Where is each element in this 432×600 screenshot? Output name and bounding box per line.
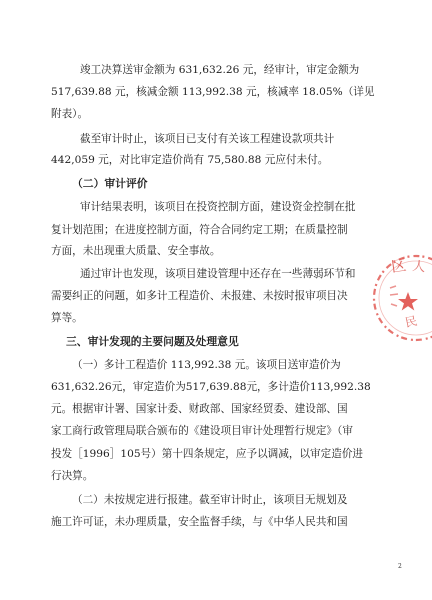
text-line: 元。根据审计署、国家计委、财政部、国家经贸委、建设部、国 (51, 403, 348, 415)
text-line: （二）未按规定进行报建。截至审计时止，该项目无规划及 (72, 494, 348, 506)
text-line: （一）多计工程造价 113,992.38 元。该项目送审造价为 (72, 359, 341, 371)
svg-text:民: 民 (403, 313, 419, 330)
text-line: 投发［1996］105号）第十四条规定，应予以调减，以审定造价进 (51, 448, 364, 460)
svg-text:区: 区 (390, 256, 408, 276)
text-line: 算等。 (51, 312, 83, 324)
text-line: 施工许可证，未办理质量，安全监督手续，与《中华人民共和国 (51, 516, 348, 528)
text-line: 截至审计时止，该项目已支付有关该工程建设款项共计 (80, 133, 335, 145)
text-line: 需要纠正的问题，如多计工程造价、未报建、未按时报审项目决 (51, 290, 348, 302)
text-line: 442,059 元，对比审定造价尚有 75,580.88 元应付未付。 (51, 154, 329, 166)
text-line: 631,632.26元，审定造价为517,639.88元，多计造价113,992.38 (51, 381, 371, 393)
svg-text:人: 人 (411, 259, 427, 276)
text-line: 家工商行政管理局联合颁布的《建设项目审计处理暂行规定》（审 (51, 425, 353, 437)
section-heading: （二）审计评价 (72, 177, 148, 190)
text-line: 517,639.88 元，核减金额 113,992.38 元，核减率 18.05%（详见 (51, 86, 375, 98)
text-line: 行决算。 (51, 470, 94, 482)
text-line: 竣工决算送审金额为 631,632.26 元，经审计，审定金额为 (80, 64, 360, 76)
official-seal-stamp (368, 248, 432, 348)
section-heading: 三、审计发现的主要问题及处理意见 (66, 335, 239, 348)
text-line: 附表）。 (51, 108, 89, 120)
page-number: 2 (398, 563, 402, 570)
text-line: 通过审计也发现，该项目建设管理中还存在一些薄弱环节和 (80, 268, 356, 280)
text-line: 复计划范围；在进度控制方面，符合合同约定工期；在质量控制 (51, 224, 348, 236)
text-line: 审计结果表明，该项目在投资控制方面，建设资金控制在批 (80, 201, 356, 213)
text-line: 方面，未出现重大质量、安全事故。 (51, 245, 221, 257)
